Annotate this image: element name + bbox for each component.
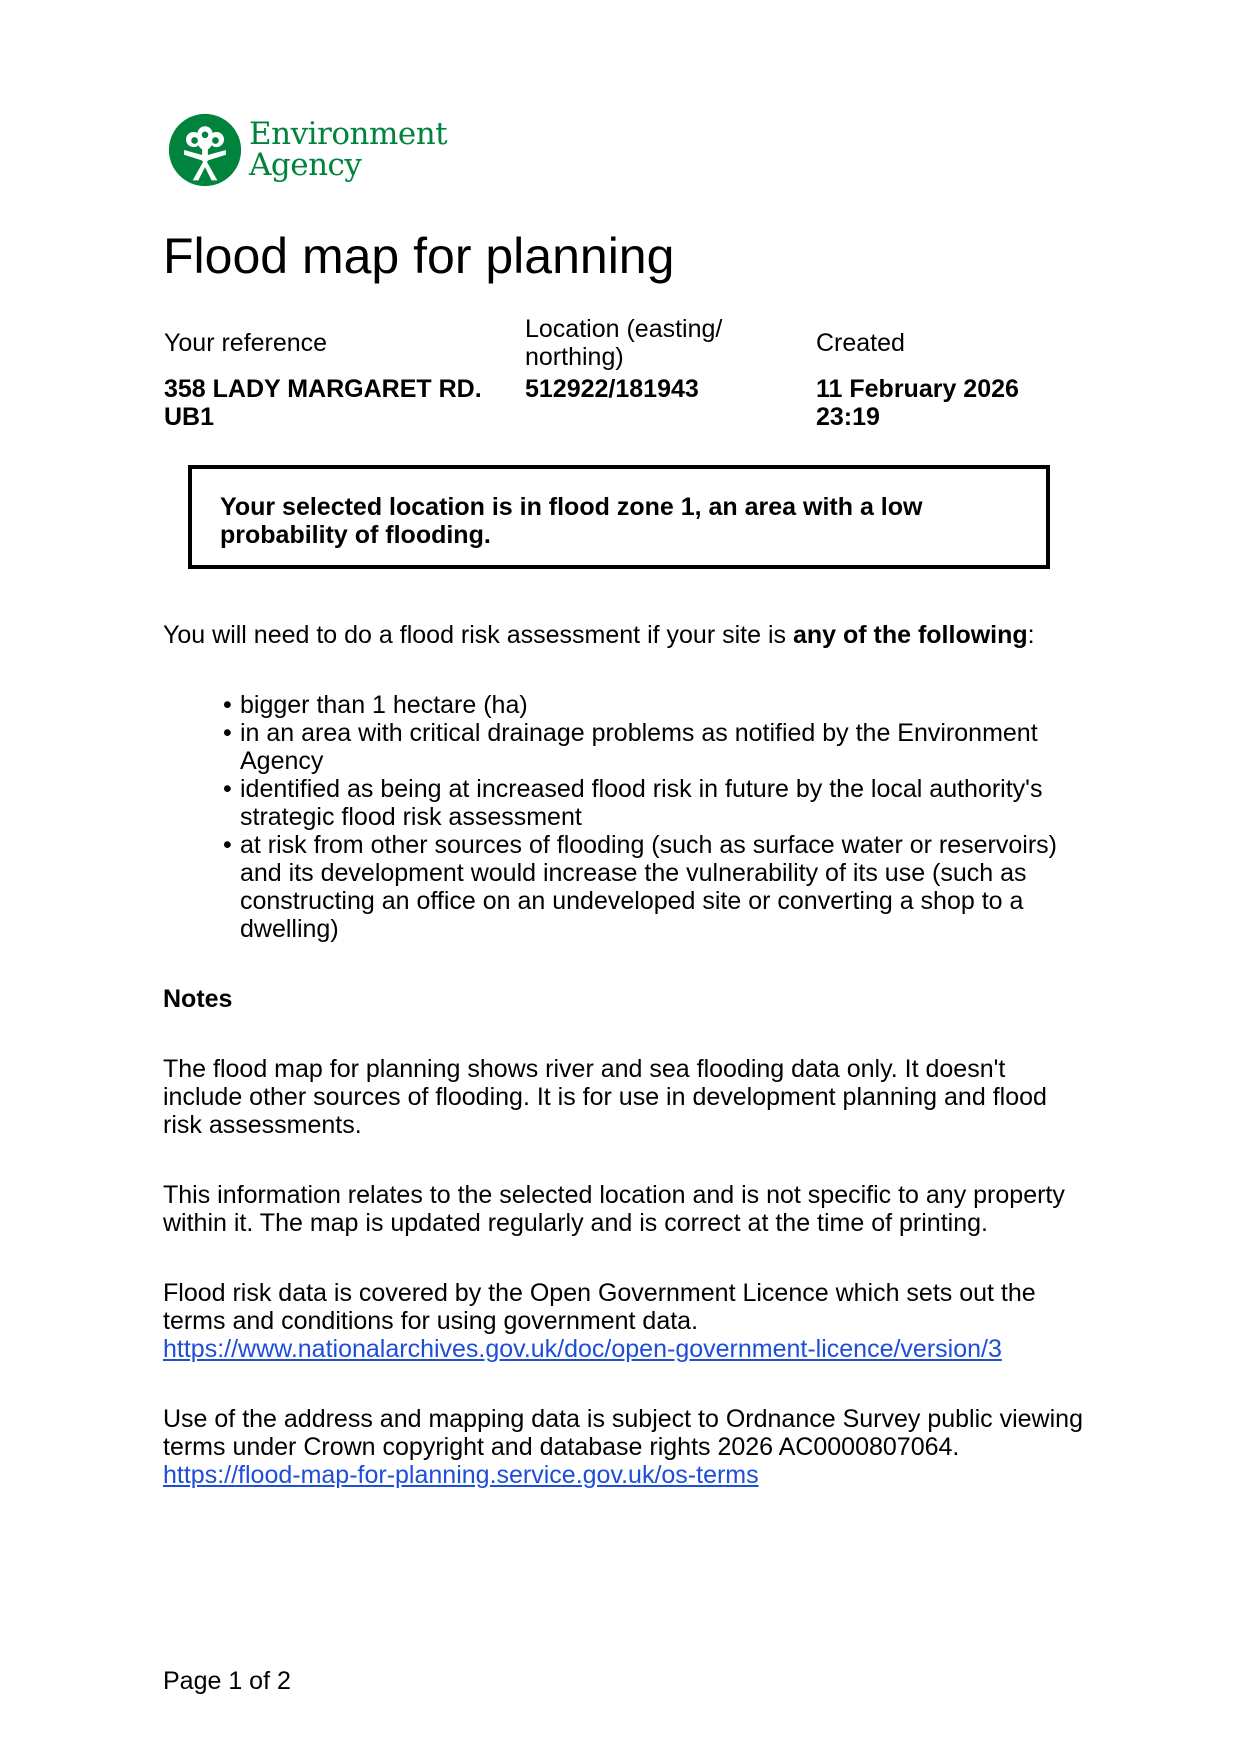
os-terms-link[interactable]: https://flood-map-for-planning.service.gov.uk/os-terms <box>163 1461 759 1489</box>
list-item: • in an area with critical drainage problems as notified by the Environment Agency <box>223 719 1083 775</box>
list-item: • identified as being at increased flood risk in future by the local authority's strategic flood risk assessment <box>223 775 1083 831</box>
page-title: Flood map for planning <box>163 228 675 284</box>
reference-label: Your reference <box>164 329 328 357</box>
note-3-text: Flood risk data is covered by the Open Government Licence which sets out the terms and conditions for using government data. <box>163 1279 1036 1335</box>
location-label: Location (easting/ northing) <box>525 315 723 371</box>
note-paragraph-1: The flood map for planning shows river and sea flooding data only. It doesn't include other sources of flooding. It is for use in development planning and flood risk assessments. <box>163 1055 1047 1139</box>
note-paragraph-3 <box>163 1279 1083 1363</box>
note-paragraph-2: This information relates to the selected location and is not specific to any property within it. The map is updated regularly and is correct at the time of printing. <box>163 1181 1065 1237</box>
list-item: • bigger than 1 hectare (ha) <box>223 691 1083 719</box>
logo-wordmark <box>249 116 448 183</box>
notes-heading: Notes <box>163 985 233 1013</box>
assessment-criteria-list <box>223 691 1083 943</box>
intro-emphasis: any of the following <box>792 621 1028 649</box>
created-value: 11 February 2026 23:19 <box>816 375 1019 431</box>
flood-zone-notice: Your selected location is in flood zone 1, an area with a low probability of flooding. <box>188 465 1050 569</box>
location-value: 512922/181943 <box>525 375 699 403</box>
environment-agency-tree-icon <box>167 112 243 188</box>
location-block <box>525 315 785 417</box>
logo-line-2: Agency <box>249 147 362 183</box>
reference-value: 358 LADY MARGARET RD. UB1 <box>164 375 482 431</box>
intro-text: You will need to do a flood risk assessment if your site is <box>163 621 793 649</box>
intro-suffix: : <box>1027 621 1035 649</box>
open-government-licence-link[interactable]: https://www.nationalarchives.gov.uk/doc/open-government-licence/version/3 <box>163 1335 1002 1363</box>
logo-line-1: Environment <box>249 116 448 152</box>
page-number: Page 1 of 2 <box>163 1667 291 1695</box>
note-4-text: Use of the address and mapping data is subject to Ordnance Survey public viewing terms under Crown copyright and database rights 2026 AC0000807064. <box>163 1405 1083 1461</box>
assessment-intro <box>163 621 1035 649</box>
list-item: • at risk from other sources of flooding (such as surface water or reservoirs) and its development would increase the vulnerability of its use (such as constructing an office on an undeveloped site or converting a shop to a dwelling) <box>223 831 1083 943</box>
created-block <box>816 315 1076 431</box>
created-label: Created <box>816 329 905 357</box>
environment-agency-logo <box>167 112 447 188</box>
reference-block <box>164 315 494 431</box>
note-paragraph-4 <box>163 1405 1083 1489</box>
